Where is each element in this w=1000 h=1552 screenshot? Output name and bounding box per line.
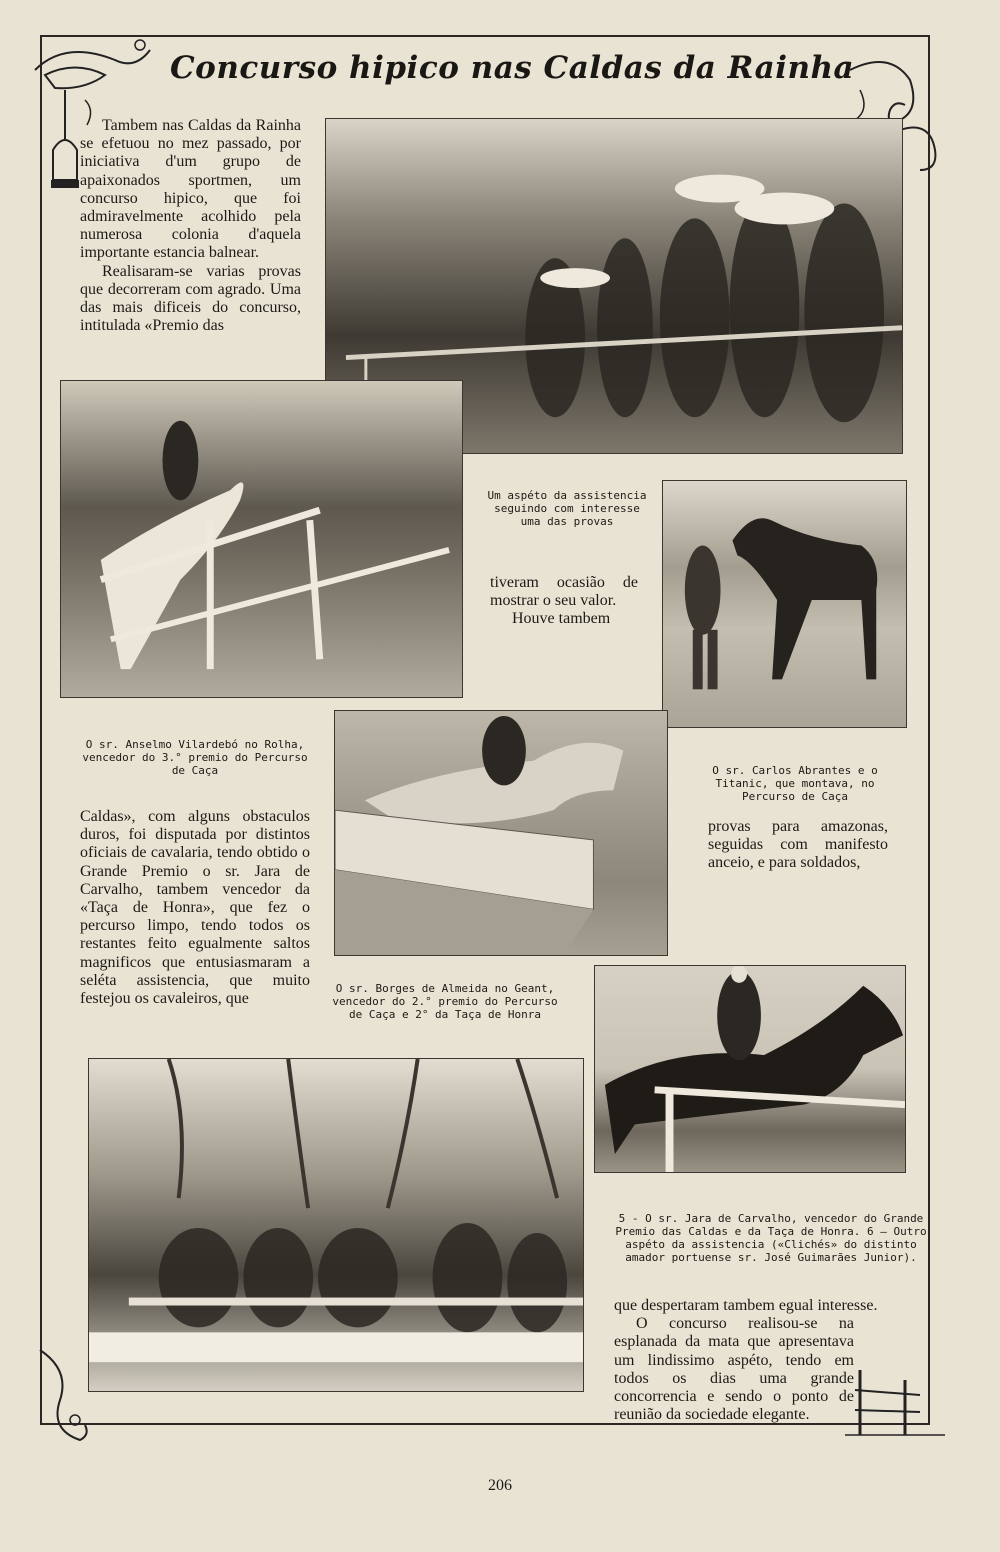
paragraph: O concurso realisou-se na esplanada da mata que apresentava um lindissimo aspéto, tendo em todos os dias uma grande concorrencia e sendo o ponto de reunião da sociedade elegante.	[614, 1315, 854, 1424]
page-number: 206	[488, 1477, 512, 1494]
caption-assistencia: Um aspéto da assistencia seguindo com interesse uma das provas	[487, 489, 647, 528]
caption-abrantes: O sr. Carlos Abrantes e o Titanic, que montava, no Percurso de Caça	[712, 764, 878, 803]
paragraph: tiveram ocasião de mostrar o seu valor.	[490, 574, 638, 610]
photo-outro-aspeto	[88, 1058, 584, 1392]
paragraph: provas para amazonas, seguidas com manifesto anceio, e para soldados,	[708, 818, 888, 872]
article-text-intro	[80, 117, 301, 335]
paragraph: Caldas», com alguns obstaculos duros, foi disputada por distintos oficiais de cavalaria, tendo obtido o Grande Premio o sr. Jara de Carvalho, tambem vencedor da «Taça de Honra», que fez o percurso limpo, tendo todos os restantes feito egualmente saltos magnificos que entusiasmaram a seléta assistencia, que muito festejou os cavaleiros, que	[80, 808, 310, 1008]
photo-abrantes	[662, 480, 907, 728]
article-text-main	[80, 808, 310, 1008]
article-text-right	[708, 818, 888, 873]
article-text-bottom	[614, 1297, 924, 1424]
paragraph: Houve tambem	[512, 610, 611, 628]
caption-vilardebo: O sr. Anselmo Vilardebó no Rolha, vencedor do 3.° premio do Percurso de Caça	[82, 738, 308, 777]
photo-vilardebo	[60, 380, 463, 698]
photo-jara	[594, 965, 906, 1173]
caption-borges	[330, 982, 560, 1021]
photo-borges	[334, 710, 668, 956]
paragraph: Realisaram-se varias provas que decorreram com agrado. Uma das mais dificeis do concurso, intitulada «Premio das	[80, 262, 301, 335]
caption-jara: 5 - O sr. Jara de Carvalho, vencedor do Grande Premio das Caldas e da Taça de Honra. 6 — Outro aspéto da assistencia («Clichés» do distinto amador portuense sr. José Guimarães Junior).	[615, 1212, 927, 1264]
paragraph: Tambem nas Caldas da Rainha se efetuou no mez passado, por iniciativa d'um grupo de apaixonados sportmen, um concurso hipico, que foi admiravelmente acolhido pela numerosa colonia d'aquela importante estancia balnear.	[80, 117, 301, 262]
page-title: Concurso hipico nas Caldas da Rainha	[170, 50, 855, 86]
article-text-center	[490, 574, 638, 629]
paragraph: que despertaram tambem egual interesse.	[614, 1297, 878, 1314]
caption-borges-text: O sr. Borges de Almeida no Geant, vencedor do 2.° premio do Percurso de Caça e 2° da Taça de Honra	[332, 982, 558, 1021]
